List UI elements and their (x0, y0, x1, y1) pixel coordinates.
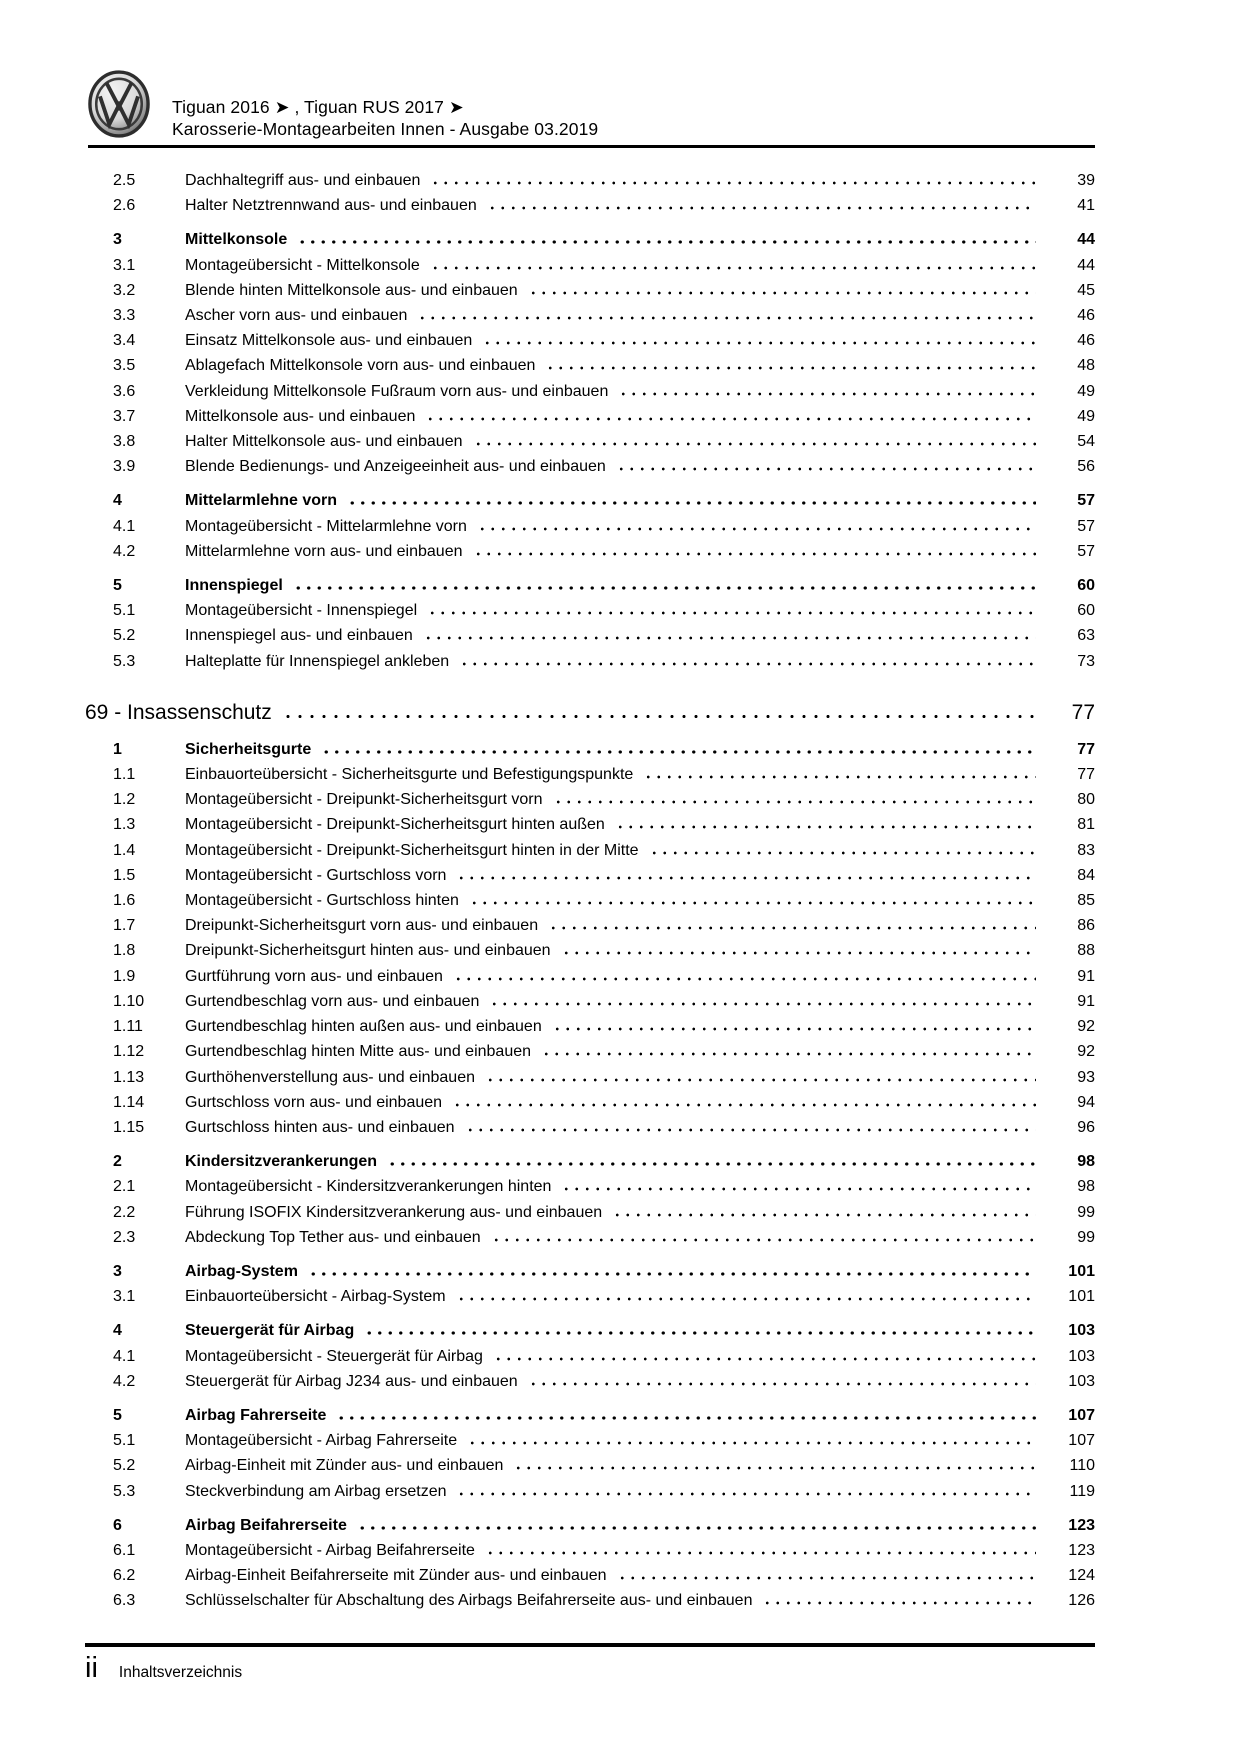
toc-entry-number: 5.2 (113, 1457, 136, 1475)
toc-entry-page: 110 (1069, 1457, 1095, 1475)
toc-entry-title: Schlüsselschalter für Abschaltung des Airbags Beifahrerseite aus- und einbauen (185, 1592, 753, 1610)
toc-entry-row (85, 737, 1095, 762)
toc-entry-number: 4.1 (113, 1347, 136, 1365)
dot-leader (528, 1382, 1036, 1386)
toc-entry-row (85, 429, 1095, 454)
toc-entry-page: 103 (1068, 1347, 1095, 1365)
toc-entry-title: Halter Mittelkonsole aus- und einbauen (185, 433, 463, 451)
toc-entry-row (85, 1538, 1095, 1563)
toc-entry-number: 1.8 (113, 942, 136, 960)
toc-entry-row (85, 913, 1095, 938)
toc-entry-row (85, 1479, 1095, 1504)
toc-entry-page: 48 (1077, 357, 1095, 375)
dot-leader (357, 1526, 1036, 1530)
dot-leader (489, 1002, 1036, 1006)
toc-entry-page: 88 (1077, 942, 1095, 960)
toc-entry-row (85, 514, 1095, 539)
toc-entry-title: Mittelkonsole (185, 231, 288, 249)
dot-leader (473, 552, 1037, 556)
vw-logo-icon (88, 70, 150, 138)
toc-entry-number: 3.1 (113, 256, 136, 274)
toc-entry-number: 1 (113, 740, 122, 758)
toc-entry-number: 1.4 (113, 841, 136, 859)
toc-entry-row (85, 1149, 1095, 1174)
dot-leader (493, 1357, 1036, 1361)
toc-entry-number: 3.5 (113, 357, 136, 375)
toc-entry-row (85, 573, 1095, 598)
toc-entry-row (85, 1453, 1095, 1478)
toc-entry-page: 99 (1077, 1203, 1095, 1221)
toc-entry-page: 80 (1077, 791, 1095, 809)
toc-entry-number: 3 (113, 1262, 122, 1280)
toc-entry-page: 57 (1077, 517, 1095, 535)
toc-entry-title: Montageübersicht - Dreipunkt-Sicherheitsgurt vorn (185, 791, 543, 809)
toc-entry-page: 63 (1077, 627, 1095, 645)
toc-entry-row (85, 404, 1095, 429)
toc-entry-row (85, 838, 1095, 863)
toc-entry-row (85, 303, 1095, 328)
toc-entry-title: Steuergerät für Airbag J234 aus- und einbauen (185, 1372, 518, 1390)
toc-entry-title: Steuergerät für Airbag (185, 1322, 355, 1340)
toc-entry-page: 77 (1071, 700, 1095, 724)
dot-leader (456, 876, 1036, 880)
toc-entry-title: Montageübersicht - Steuergerät für Airbag (185, 1347, 483, 1365)
dot-leader (553, 800, 1037, 804)
toc-entry-number: 4.2 (113, 1372, 136, 1390)
toc-entry-title: Airbag-System (185, 1262, 298, 1280)
toc-entry-number: 3.1 (113, 1288, 136, 1306)
toc-entry-row (85, 1513, 1095, 1538)
toc-entry-title: Einbauorteübersicht - Airbag-System (185, 1288, 446, 1306)
toc-entry-page: 60 (1077, 602, 1095, 620)
toc-entry-title: Gurtführung vorn aus- und einbauen (185, 967, 443, 985)
toc-entry-number: 1.6 (113, 892, 136, 910)
toc-entry-number: 2 (113, 1153, 122, 1171)
toc-entry-page: 93 (1077, 1068, 1095, 1086)
dot-leader (423, 636, 1036, 640)
toc-entry-number: 3.2 (113, 281, 136, 299)
page-header (88, 70, 1095, 140)
toc-entry-row (85, 168, 1095, 193)
toc-entry-page: 107 (1068, 1406, 1095, 1424)
toc-entry-title: Gurtendbeschlag hinten Mitte aus- und einbauen (185, 1043, 532, 1061)
dot-leader (456, 1297, 1036, 1301)
toc-entry-number: 1.14 (113, 1093, 145, 1111)
toc-entry-title: Blende hinten Mittelkonsole aus- und einbauen (185, 281, 518, 299)
toc-entry-number: 3 (113, 231, 122, 249)
toc-entry-title: Gurthöhenverstellung aus- und einbauen (185, 1068, 475, 1086)
toc-entry-number: 2.2 (113, 1203, 136, 1221)
toc-entry-title: Montageübersicht - Gurtschloss vorn (185, 866, 447, 884)
toc-entry-title: Montageübersicht - Mittelkonsole (185, 256, 420, 274)
toc-entry-number: 3.6 (113, 382, 136, 400)
dot-leader (649, 851, 1036, 855)
toc-entry-number: 5.3 (113, 652, 136, 670)
toc-entry-title: Gurtendbeschlag vorn aus- und einbauen (185, 992, 480, 1010)
dot-leader (308, 1272, 1036, 1276)
toc-entry-number: 1.2 (113, 791, 136, 809)
toc-entry-row (85, 1115, 1095, 1140)
toc-entry-title: Führung ISOFIX Kindersitzverankerung aus- und einbauen (185, 1203, 603, 1221)
dot-leader (618, 392, 1036, 396)
toc-entry-title: Einsatz Mittelkonsole aus- und einbauen (185, 332, 473, 350)
toc-entry-title: Verkleidung Mittelkonsole Fußraum vorn aus- und einbauen (185, 382, 609, 400)
toc-entry-number: 4.1 (113, 517, 136, 535)
dot-leader (459, 662, 1036, 666)
toc-entry-row (85, 227, 1095, 252)
toc-entry-number: 1.1 (113, 766, 136, 784)
toc-entry-page: 85 (1077, 892, 1095, 910)
toc-entry-title: Ascher vorn aus- und einbauen (185, 307, 408, 325)
toc-entry-title: Dachhaltegriff aus- und einbauen (185, 172, 421, 189)
toc-entry-title: Blende Bedienungs- und Anzeigeeinheit aus- und einbauen (185, 458, 606, 476)
footer-page-number: ii (85, 1652, 98, 1684)
toc-entry-page: 124 (1068, 1567, 1095, 1585)
toc-entry-title: Airbag Fahrerseite (185, 1406, 327, 1424)
dot-leader (469, 901, 1036, 905)
dot-leader (387, 1162, 1036, 1166)
header-divider (88, 145, 1095, 148)
toc-entry-page: 86 (1077, 917, 1095, 935)
toc-entry-page: 99 (1077, 1228, 1095, 1246)
footer-divider (85, 1643, 1095, 1647)
dot-leader (762, 1601, 1036, 1605)
toc-entry-row (85, 649, 1095, 674)
toc-entry-row (85, 1563, 1095, 1588)
toc-entry-number: 4 (113, 1322, 122, 1340)
toc-entry-title: Steckverbindung am Airbag ersetzen (185, 1482, 447, 1500)
toc-entry-page: 123 (1068, 1541, 1095, 1559)
toc-entry-page: 98 (1077, 1178, 1095, 1196)
toc-entry-row (85, 1588, 1095, 1613)
toc-entry-row (85, 1344, 1095, 1369)
toc-entry-page: 123 (1068, 1516, 1095, 1534)
toc-entry-title: Ablagefach Mittelkonsole vorn aus- und einbauen (185, 357, 536, 375)
toc-entry-number: 5 (113, 1406, 122, 1424)
toc-entry-number: 1.10 (113, 992, 145, 1010)
dot-leader (528, 291, 1036, 295)
toc-entry-title: Halteplatte für Innenspiegel ankleben (185, 652, 450, 670)
toc-entry-title: Dreipunkt-Sicherheitsgurt hinten aus- und einbauen (185, 942, 551, 960)
toc-entry-number: 5.1 (113, 1432, 136, 1450)
toc-entry-number: 3.9 (113, 458, 136, 476)
toc-entry-page: 92 (1077, 1018, 1095, 1036)
dot-leader (617, 1576, 1036, 1580)
toc-entry-number: 3.8 (113, 433, 136, 451)
table-of-contents (85, 168, 1095, 1614)
toc-entry-page: 73 (1077, 652, 1095, 670)
toc-entry-number: 5 (113, 577, 122, 595)
toc-entry-title: Einbauorteübersicht - Sicherheitsgurte und Befestigungspunkte (185, 766, 634, 784)
toc-entry-number: 3.3 (113, 307, 136, 325)
toc-entry-number: 3.7 (113, 407, 136, 425)
toc-entry-page: 46 (1077, 307, 1095, 325)
dot-leader (456, 1492, 1036, 1496)
toc-entry-title: 69 - Insassenschutz (85, 700, 272, 724)
toc-entry-title: Montageübersicht - Dreipunkt-Sicherheitsgurt hinten außen (185, 816, 605, 834)
toc-entry-number: 6.2 (113, 1567, 136, 1585)
dot-leader (643, 775, 1036, 779)
toc-entry-number: 4.2 (113, 542, 136, 560)
toc-entry-title: Mittelarmlehne vorn (185, 492, 338, 510)
footer-label: Inhaltsverzeichnis (118, 1664, 243, 1681)
toc-entry-title: Abdeckung Top Tether aus- und einbauen (185, 1228, 481, 1246)
toc-entry-page: 54 (1077, 433, 1095, 451)
toc-entry-page: 49 (1077, 382, 1095, 400)
dot-leader (364, 1331, 1036, 1335)
toc-entry-title: Montageübersicht - Kindersitzverankerungen hinten (185, 1178, 552, 1196)
dot-leader (491, 1238, 1036, 1242)
dot-leader (465, 1128, 1036, 1132)
toc-entry-row (85, 1284, 1095, 1309)
toc-entry-page: 98 (1077, 1153, 1095, 1171)
toc-entry-title: Innenspiegel (185, 577, 283, 595)
toc-entry-row (85, 1174, 1095, 1199)
toc-entry-row (85, 938, 1095, 963)
toc-entry-title: Airbag Beifahrerseite (185, 1516, 347, 1534)
toc-entry-row (85, 989, 1095, 1014)
toc-entry-title: Kindersitzverankerungen (185, 1153, 378, 1171)
toc-entry-row (85, 964, 1095, 989)
toc-entry-row (85, 598, 1095, 623)
toc-entry-page: 45 (1077, 281, 1095, 299)
toc-entry-title: Airbag-Einheit Beifahrerseite mit Zünder aus- und einbauen (185, 1567, 607, 1585)
toc-entry-row (85, 488, 1095, 513)
toc-entry-page: 49 (1077, 407, 1095, 425)
dot-leader (453, 977, 1036, 981)
dot-leader (552, 1027, 1036, 1031)
toc-entry-row (85, 1225, 1095, 1250)
toc-entry-row (85, 253, 1095, 278)
dot-leader (473, 442, 1037, 446)
toc-entry-row (85, 353, 1095, 378)
toc-entry-row (85, 1428, 1095, 1453)
dot-leader (293, 586, 1036, 590)
toc-entry-title: Montageübersicht - Innenspiegel (185, 602, 418, 620)
toc-entry-page: 57 (1077, 492, 1095, 510)
toc-entry-page: 39 (1077, 172, 1095, 189)
toc-entry-title: Sicherheitsgurte (185, 740, 312, 758)
toc-entry-number: 1.3 (113, 816, 136, 834)
dot-leader (548, 926, 1036, 930)
toc-entry-row (85, 1369, 1095, 1394)
toc-entry-page: 96 (1077, 1118, 1095, 1136)
toc-entry-page: 56 (1077, 458, 1095, 476)
toc-entry-title: Gurtschloss hinten aus- und einbauen (185, 1118, 455, 1136)
dot-leader (612, 1213, 1036, 1217)
dot-leader (425, 417, 1036, 421)
dot-leader (430, 266, 1036, 270)
toc-entry-number: 1.12 (113, 1043, 145, 1061)
toc-entry-row (85, 812, 1095, 837)
toc-chapter-row (85, 698, 1095, 728)
toc-entry-row (85, 1090, 1095, 1115)
toc-entry-row (85, 1039, 1095, 1064)
toc-entry-number: 2.5 (113, 172, 136, 189)
toc-entry-number: 1.9 (113, 967, 136, 985)
dot-leader (616, 467, 1036, 471)
dot-leader (561, 1187, 1036, 1191)
toc-entry-page: 101 (1068, 1262, 1095, 1280)
toc-entry-page: 44 (1077, 231, 1095, 249)
dot-leader (561, 951, 1036, 955)
toc-entry-page: 107 (1068, 1432, 1095, 1450)
toc-entry-page: 103 (1068, 1372, 1095, 1390)
toc-entry-number: 2.3 (113, 1228, 136, 1246)
toc-entry-page: 126 (1068, 1592, 1095, 1610)
dot-leader (513, 1466, 1036, 1470)
dot-leader (485, 1551, 1036, 1555)
toc-entry-row (85, 863, 1095, 888)
toc-entry-number: 5.1 (113, 602, 136, 620)
toc-entry-page: 57 (1077, 542, 1095, 560)
toc-entry-page: 92 (1077, 1043, 1095, 1061)
toc-entry-number: 5.2 (113, 627, 136, 645)
dot-leader (467, 1441, 1036, 1445)
toc-entry-row (85, 328, 1095, 353)
toc-entry-page: 60 (1077, 577, 1095, 595)
toc-entry-row (85, 888, 1095, 913)
toc-entry-page: 119 (1069, 1482, 1095, 1500)
toc-entry-number: 2.1 (113, 1178, 136, 1196)
toc-entry-page: 91 (1077, 992, 1095, 1010)
toc-entry-page: 91 (1077, 967, 1095, 985)
header-edition-line: Karosserie-Montagearbeiten Innen - Ausgabe 03.2019 (172, 119, 599, 139)
dot-leader (452, 1103, 1036, 1107)
toc-entry-row (85, 623, 1095, 648)
dot-leader (336, 1416, 1036, 1420)
toc-entry-page: 46 (1077, 332, 1095, 350)
toc-entry-row (85, 1065, 1095, 1090)
toc-entry-title: Montageübersicht - Mittelarmlehne vorn (185, 517, 467, 535)
toc-entry-row (85, 1403, 1095, 1428)
toc-entry-page: 103 (1068, 1322, 1095, 1340)
dot-leader (485, 1078, 1036, 1082)
toc-entry-row (85, 278, 1095, 303)
toc-entry-number: 5.3 (113, 1482, 136, 1500)
toc-entry-row (85, 454, 1095, 479)
toc-entry-page: 77 (1077, 740, 1095, 758)
dot-leader (430, 181, 1036, 185)
toc-entry-title: Innenspiegel aus- und einbauen (185, 627, 413, 645)
toc-entry-title: Mittelkonsole aus- und einbauen (185, 407, 416, 425)
dot-leader (482, 341, 1036, 345)
toc-entry-title: Montageübersicht - Gurtschloss hinten (185, 892, 459, 910)
toc-entry-row (85, 787, 1095, 812)
toc-entry-number: 1.5 (113, 866, 136, 884)
toc-entry-row (85, 1259, 1095, 1284)
toc-entry-number: 4 (113, 492, 122, 510)
toc-entry-number: 2.6 (113, 197, 136, 215)
toc-entry-number: 1.7 (113, 917, 136, 935)
toc-entry-page: 94 (1077, 1093, 1095, 1111)
toc-entry-row (85, 1318, 1095, 1343)
toc-entry-title: Halter Netztrennwand aus- und einbauen (185, 197, 477, 215)
toc-entry-row (85, 539, 1095, 564)
toc-entry-title: Mittelarmlehne vorn aus- und einbauen (185, 542, 463, 560)
toc-entry-title: Montageübersicht - Airbag Beifahrerseite (185, 1541, 475, 1559)
toc-entry-title: Montageübersicht - Airbag Fahrerseite (185, 1432, 458, 1450)
toc-entry-page: 83 (1077, 841, 1095, 859)
page-footer (85, 1650, 242, 1686)
toc-entry-number: 6.3 (113, 1592, 136, 1610)
toc-entry-page: 84 (1077, 866, 1095, 884)
toc-entry-page: 81 (1077, 816, 1095, 834)
toc-entry-row (85, 1014, 1095, 1039)
header-model-line: Tiguan 2016 ➤ , Tiguan RUS 2017 ➤ (172, 97, 464, 117)
dot-leader (321, 750, 1036, 754)
toc-entry-page: 101 (1068, 1288, 1095, 1306)
toc-entry-title: Airbag-Einheit mit Zünder aus- und einbauen (185, 1457, 504, 1475)
dot-leader (615, 825, 1036, 829)
dot-leader (417, 316, 1036, 320)
toc-entry-number: 1.13 (113, 1068, 145, 1086)
dot-leader (487, 206, 1036, 210)
toc-entry-page: 41 (1077, 197, 1095, 215)
toc-entry-row (85, 1200, 1095, 1225)
toc-entry-page: 77 (1077, 766, 1095, 784)
toc-entry-title: Gurtschloss vorn aus- und einbauen (185, 1093, 443, 1111)
toc-entry-row (85, 762, 1095, 787)
toc-entry-number: 1.15 (113, 1118, 145, 1136)
header-text-block (172, 70, 598, 140)
toc-entry-title: Gurtendbeschlag hinten außen aus- und einbauen (185, 1018, 542, 1036)
toc-entry-row (85, 379, 1095, 404)
toc-entry-number: 1.11 (113, 1018, 143, 1036)
dot-leader (347, 501, 1036, 505)
dot-leader (427, 611, 1036, 615)
dot-leader (297, 240, 1036, 244)
toc-entry-title: Dreipunkt-Sicherheitsgurt vorn aus- und einbauen (185, 917, 539, 935)
dot-leader (282, 714, 1036, 719)
dot-leader (545, 366, 1036, 370)
toc-entry-number: 3.4 (113, 332, 136, 350)
toc-entry-title: Montageübersicht - Dreipunkt-Sicherheitsgurt hinten in der Mitte (185, 841, 639, 859)
toc-entry-number: 6 (113, 1516, 122, 1534)
toc-entry-number: 6.1 (113, 1541, 136, 1559)
toc-entry-row (85, 193, 1095, 218)
dot-leader (541, 1052, 1036, 1056)
toc-entry-page: 44 (1077, 256, 1095, 274)
dot-leader (477, 527, 1036, 531)
